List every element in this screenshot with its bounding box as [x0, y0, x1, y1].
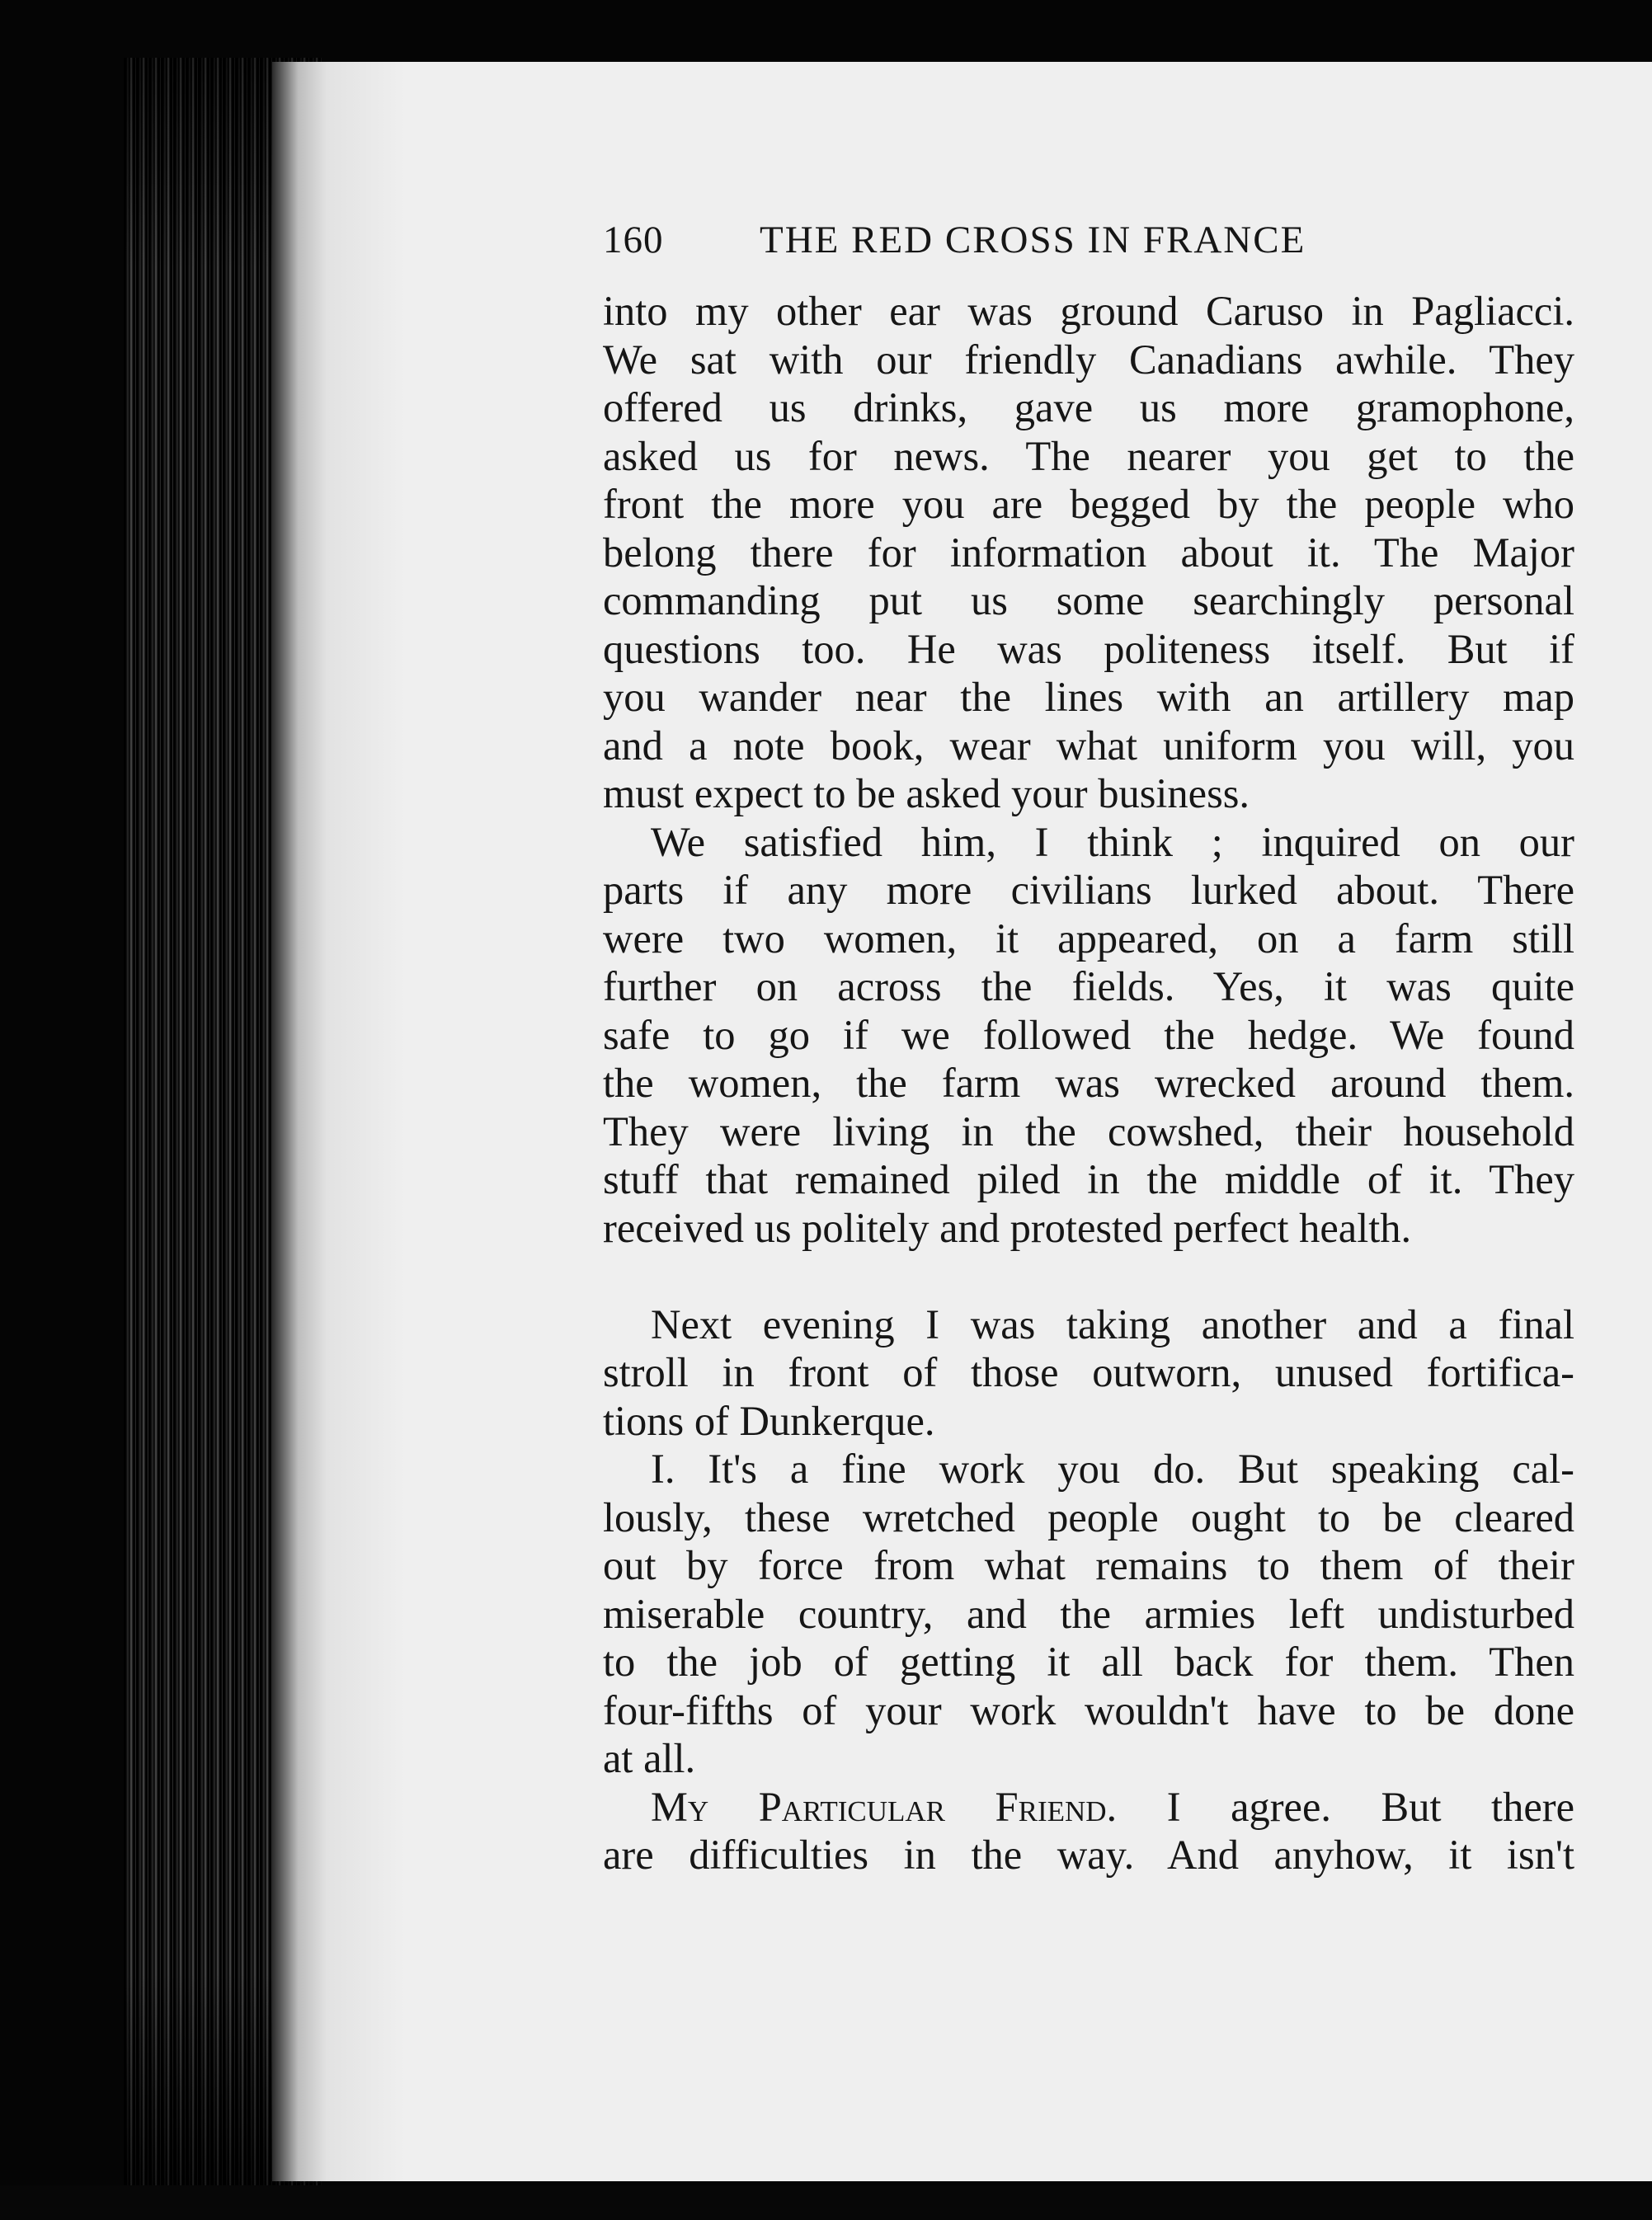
text-line: to the job of getting it all back for them. Then	[603, 1639, 1574, 1685]
text-line: the women, the farm was wrecked around them.	[603, 1060, 1574, 1106]
text-line: further on across the fields. Yes, it was quite	[603, 963, 1574, 1009]
text-line: out by force from what remains to them of their	[603, 1542, 1574, 1588]
text-line: into my other ear was ground Caruso in Pagliacci.	[603, 288, 1574, 334]
text-line: at all.	[603, 1735, 696, 1781]
text-line: front the more you are begged by the people who	[603, 481, 1574, 527]
text-line: commanding put us some searchingly personal	[603, 577, 1574, 623]
gutter-shadow	[272, 62, 330, 2181]
text-line: tions of Dunkerque.	[603, 1397, 935, 1444]
text-line: asked us for news. The nearer you get to the	[603, 432, 1574, 479]
text-line: safe to go if we followed the hedge. We found	[603, 1011, 1574, 1058]
text-line: stroll in front of those outworn, unused fortifica-	[603, 1349, 1574, 1395]
text-line: must expect to be asked your business.	[603, 770, 1250, 816]
text-line: you wander near the lines with an artillery map	[603, 674, 1574, 720]
speaker-name: My Particular Friend.	[651, 1783, 1118, 1830]
text-line: belong there for information about it. The Major	[603, 529, 1574, 576]
text-line: We sat with our friendly Canadians awhile. They	[603, 336, 1574, 383]
text-line: were two women, it appeared, on a farm still	[603, 915, 1574, 962]
text-line: They were living in the cowshed, their household	[603, 1108, 1574, 1155]
section-break	[603, 1252, 1574, 1300]
scan-border	[0, 2185, 1652, 2220]
text-line: offered us drinks, gave us more gramophone,	[603, 384, 1574, 430]
text-line: miserable country, and the armies left undisturbed	[603, 1590, 1574, 1637]
text-line: and a note book, wear what uniform you will, you	[603, 722, 1574, 769]
paragraph-5	[603, 1783, 1574, 1879]
paragraph-1	[603, 287, 1574, 818]
text-line: I. It's a fine work you do. But speaking cal-	[651, 1446, 1574, 1492]
speaker-text: I agree. But there	[1117, 1783, 1574, 1830]
text-line: stuff that remained piled in the middle of it. They	[603, 1156, 1574, 1202]
text-line: We satisfied him, I think ; inquired on our	[651, 818, 1574, 865]
paragraph-2	[603, 818, 1574, 1253]
paragraph-3	[603, 1300, 1574, 1446]
running-head	[603, 221, 1574, 287]
text-line: parts if any more civilians lurked about. There	[603, 867, 1574, 913]
text-line: received us politely and protested perfect health.	[603, 1204, 1412, 1251]
text-line: questions too. He was politeness itself. But if	[603, 625, 1574, 672]
text-line: Next evening I was taking another and a final	[651, 1300, 1574, 1348]
text-line	[603, 1783, 1574, 1832]
paragraph-4	[603, 1445, 1574, 1783]
running-head-title: THE RED CROSS IN FRANCE	[760, 219, 1306, 261]
page-number: 160	[603, 219, 664, 261]
text-block	[603, 221, 1574, 1879]
text-line: four-fifths of your work wouldn't have to be done	[603, 1686, 1574, 1733]
text-line: lously, these wretched people ought to be cleared	[603, 1493, 1574, 1540]
text-line: are difficulties in the way. And anyhow, it isn't	[603, 1832, 1574, 1878]
